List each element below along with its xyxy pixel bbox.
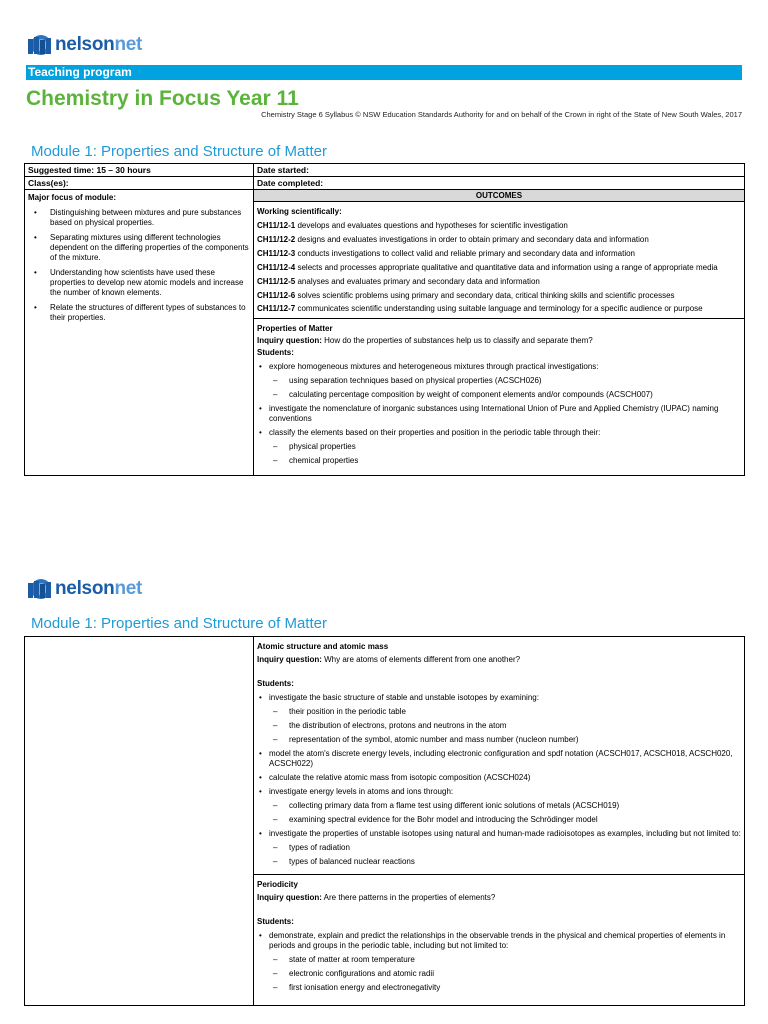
periodicity-cell [254, 875, 745, 1006]
sub-list-item: – chemical properties [257, 456, 741, 466]
atomic-structure-cell [254, 637, 745, 875]
sub-list-item: – the distribution of electrons, protons and neutrons in the atom [257, 721, 741, 731]
outcome-code: CH11/12-3 [257, 249, 296, 258]
students-label: Students: [257, 679, 294, 688]
outcome-code: CH11/12-1 [257, 221, 296, 230]
outcome-text: designs and evaluates investigations in order to obtain primary and secondary data and information [295, 235, 649, 244]
list-item: • investigate the basic structure of stable and unstable isotopes by examining: [257, 693, 741, 703]
inquiry-question [257, 893, 741, 903]
outcome-text: analyses and evaluates primary and secondary data and information [295, 277, 540, 286]
major-focus-heading: Major focus of module: [28, 193, 116, 202]
sub-list-item: – their position in the periodic table [257, 707, 741, 717]
suggested-time: Suggested time: 15 – 30 hours [25, 164, 254, 177]
list-item: • investigate energy levels in atoms and ions through: [257, 787, 741, 797]
list-item: • Distinguishing between mixtures and pure substances based on physical properties. [28, 208, 250, 228]
outcome-text: conducts investigations to collect valid and reliable primary and secondary data and information [295, 249, 635, 258]
list-item: • investigate the nomenclature of inorganic substances using International Union of Pure and Applied Chemistry (IUPAC) naming conventions [257, 404, 741, 424]
outcome-item [257, 263, 741, 273]
section-heading: Properties of Matter [257, 324, 333, 333]
outcome-code: CH11/12-2 [257, 235, 296, 244]
inquiry-label: Inquiry question: [257, 336, 322, 345]
list-item: • explore homogeneous mixtures and heterogeneous mixtures through practical investigations: [257, 362, 741, 372]
sub-list-item: – types of balanced nuclear reactions [257, 857, 741, 867]
module-title: Module 1: Properties and Structure of Matter [31, 615, 327, 632]
teaching-program-banner: Teaching program [26, 65, 742, 80]
inquiry-label: Inquiry question: [257, 655, 322, 664]
inquiry-text: Are there patterns in the properties of elements? [321, 893, 496, 902]
properties-of-matter-cell [254, 319, 745, 476]
sub-list-item: – examining spectral evidence for the Bohr model and introducing the Schrödinger model [257, 815, 741, 825]
sub-list-item: – electronic configurations and atomic radii [257, 969, 741, 979]
outcome-text: develops and evaluates questions and hypotheses for scientific investigation [295, 221, 568, 230]
module-title: Module 1: Properties and Structure of Matter [31, 143, 327, 160]
outcome-item [257, 277, 741, 287]
outcomes-cell [254, 202, 745, 319]
outcome-code: CH11/12-7 [257, 304, 296, 313]
empty-left-cell [25, 637, 254, 1006]
inquiry-text: How do the properties of substances help us to classify and separate them? [321, 336, 593, 345]
outcome-text: communicates scientific understanding using suitable language and terminology for a specific audience or purpose [295, 304, 703, 313]
nelsonnet-logo-icon [26, 33, 54, 57]
list-item: • investigate the properties of unstable isotopes using natural and human-made radioisotopes as examples, including but not limited to: [257, 829, 741, 839]
sub-list-item: – physical properties [257, 442, 741, 452]
outcome-item [257, 304, 741, 314]
date-started: Date started: [254, 164, 745, 177]
list-item: • Understanding how scientists have used these properties to develop new atomic models and increase the number of known elements. [28, 268, 250, 298]
classes: Class(es): [25, 177, 254, 190]
inquiry-question [257, 655, 741, 665]
inquiry-text: Why are atoms of elements different from one another? [321, 655, 521, 664]
nelsonnet-logo [26, 577, 142, 601]
outcomes-header: OUTCOMES [254, 190, 745, 202]
outcome-item [257, 235, 741, 245]
list-item: • model the atom's discrete energy levels, including electronic configuration and spdf notation (ACSCH017, ACSCH018, ACSCH020, ACSCH022) [257, 749, 741, 769]
logo-text-nelson: nelson [55, 34, 115, 55]
working-scientifically-heading: Working scientifically: [257, 207, 342, 216]
sub-list-item: – collecting primary data from a flame test using different ionic solutions of metals (ACSCH019) [257, 801, 741, 811]
sub-list-item: – using separation techniques based on physical properties (ACSCH026) [257, 376, 741, 386]
section-heading: Periodicity [257, 880, 298, 889]
outcome-code: CH11/12-4 [257, 263, 296, 272]
outcome-item [257, 249, 741, 259]
students-label: Students: [257, 917, 294, 926]
sub-list-item: – representation of the symbol, atomic number and mass number (nucleon number) [257, 735, 741, 745]
nelsonnet-logo [26, 33, 142, 57]
logo-text-net: net [114, 34, 143, 55]
copyright-notice: Chemistry Stage 6 Syllabus © NSW Education Standards Authority for and on behalf of the Crown in right of the State of New South Wales, 2017 [261, 110, 742, 119]
inquiry-question [257, 336, 741, 346]
major-focus-cell [25, 190, 254, 476]
inquiry-label: Inquiry question: [257, 893, 322, 902]
list-item: • demonstrate, explain and predict the relationships in the observable trends in the physical and chemical properties of elements in periods and groups in the periodic table, including but not limited to: [257, 931, 741, 951]
outcome-code: CH11/12-5 [257, 277, 296, 286]
sub-list-item: – state of matter at room temperature [257, 955, 741, 965]
list-item: • Separating mixtures using different technologies dependent on the differing properties of the components of the mixture. [28, 233, 250, 263]
sub-list-item: – calculating percentage composition by weight of component elements and/or compounds (ACSCH007) [257, 390, 741, 400]
outcome-text: selects and processes appropriate qualitative and quantitative data and information using a range of appropriate media [295, 263, 718, 272]
nelsonnet-logo-icon [26, 577, 54, 601]
list-item: • Relate the structures of different types of substances to their properties. [28, 303, 250, 323]
program-table-page2 [24, 636, 745, 1006]
logo-text-net: net [114, 578, 143, 599]
sub-list-item: – types of radiation [257, 843, 741, 853]
section-heading: Atomic structure and atomic mass [257, 642, 389, 651]
outcome-text: solves scientific problems using primary and secondary data, critical thinking skills and scientific processes [295, 291, 675, 300]
list-item: • calculate the relative atomic mass from isotopic composition (ACSCH024) [257, 773, 741, 783]
outcome-item [257, 291, 741, 301]
logo-text-nelson: nelson [55, 578, 115, 599]
outcome-code: CH11/12-6 [257, 291, 296, 300]
document-title: Chemistry in Focus Year 11 [26, 87, 299, 110]
program-table-page1 [24, 163, 745, 476]
students-label: Students: [257, 348, 294, 357]
sub-list-item: – first ionisation energy and electronegativity [257, 983, 741, 993]
outcome-item [257, 221, 741, 231]
date-completed: Date completed: [254, 177, 745, 190]
list-item: • classify the elements based on their properties and position in the periodic table through their: [257, 428, 741, 438]
